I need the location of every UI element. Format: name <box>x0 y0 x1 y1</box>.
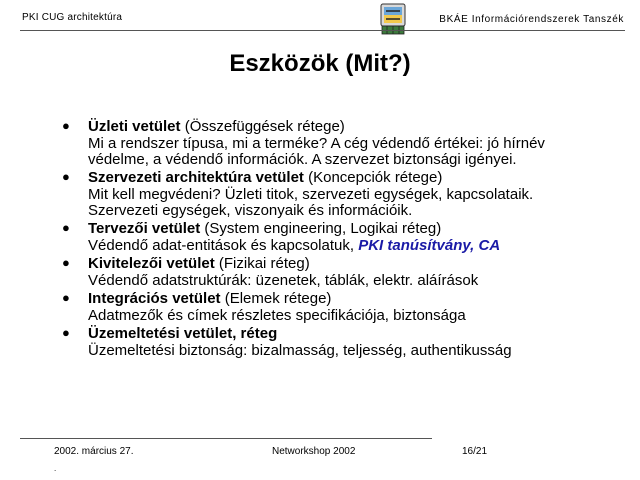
bullet-list <box>62 118 602 360</box>
list-item <box>62 255 602 289</box>
slide-title: Eszközök (Mit?) <box>229 50 411 77</box>
item-heading: Tervezői vetület <box>88 220 201 237</box>
header-rule <box>20 30 625 31</box>
item-layer: (Fizikai réteg) <box>214 255 310 272</box>
item-layer: (Összefüggések rétege) <box>180 118 345 135</box>
item-heading: Integrációs vetület <box>88 290 221 307</box>
list-item <box>62 169 602 219</box>
footer-date: 2002. március 27. <box>54 446 134 457</box>
list-item <box>62 290 602 324</box>
item-description: Védendő adatstruktúrák: üzenetek, táblák, elektr. aláírások <box>88 272 479 289</box>
list-item <box>62 220 602 254</box>
footer-event: Networkshop 2002 <box>272 446 356 457</box>
footer-rule <box>20 438 432 439</box>
bullet-icon: ● <box>62 169 70 184</box>
list-item <box>62 325 602 359</box>
item-description: Üzemeltetési biztonság: bizalmasság, teljesség, authentikusság <box>88 342 512 359</box>
bullet-icon: ● <box>62 325 70 340</box>
item-heading: Kivitelezői vetület <box>88 255 215 272</box>
item-layer: (Koncepciók rétege) <box>303 169 443 186</box>
bullet-icon: ● <box>62 255 70 270</box>
item-layer: (System engineering, Logikai réteg) <box>200 220 442 237</box>
footer-mark: . <box>54 464 57 473</box>
bullet-icon: ● <box>62 118 70 133</box>
header-right-text: BKÁE Információrendszerek Tanszék <box>439 14 624 25</box>
bullet-icon: ● <box>62 290 70 305</box>
item-heading: Üzemeltetési vetület, réteg <box>88 325 278 342</box>
item-description: Védendő adat-entitások és kapcsolatuk, <box>88 237 359 254</box>
item-heading: Üzleti vetület <box>88 118 181 135</box>
page-number: 16/21 <box>462 446 488 457</box>
list-item <box>62 118 602 168</box>
item-layer: (Elemek rétege) <box>220 290 332 307</box>
header-left-text: PKI CUG architektúra <box>22 12 123 23</box>
item-description: Adatmezők és címek részletes specifikációja, biztonsága <box>88 307 466 324</box>
item-heading: Szervezeti architektúra vetület <box>88 169 304 186</box>
pki-highlight: PKI tanúsítvány, CA <box>358 237 501 254</box>
item-description: Mit kell megvédeni? Üzleti titok, szervezeti egységek, kapcsolataik. Szervezeti egységek, viszonyaik és információik. <box>88 186 534 219</box>
item-description: Mi a rendszer típusa, mi a terméke? A cég védendő értékei: jó hírnév védelme, a védendő információk. A szervezet biztonsági igényei. <box>88 135 545 168</box>
bullet-icon: ● <box>62 220 70 235</box>
